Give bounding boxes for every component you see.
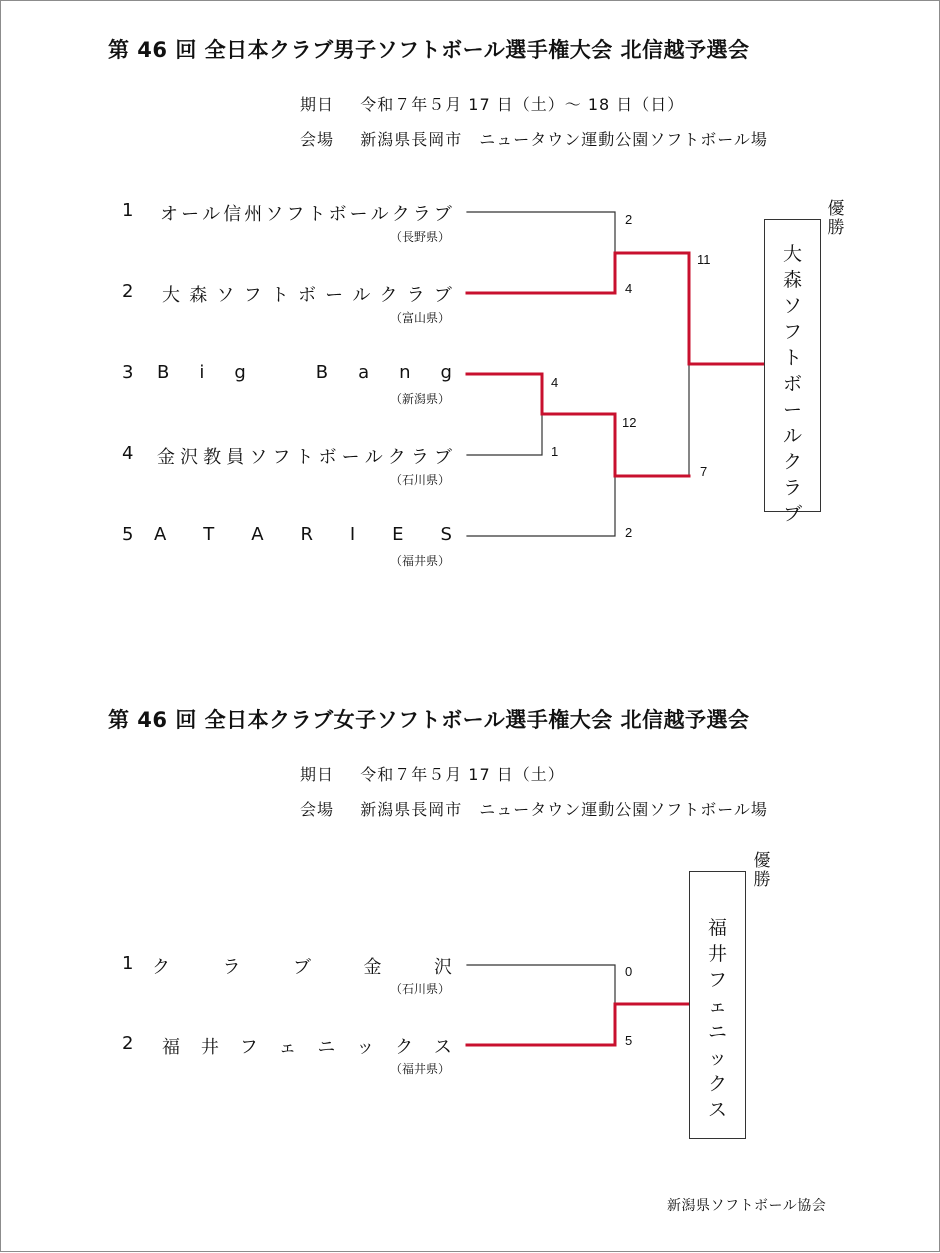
men-team-2-pref: （富山県） [390,311,451,325]
team-name: 大 森 ソ フ ト ボ ー ル ク ラ ブ [162,285,452,306]
score-men-final-top: 11 [697,252,711,267]
men-title: 第 46 回 全日本クラブ男子ソフトボール選手権大会 北信越予選会 [108,38,750,62]
women-bracket-lines [1,1,940,1253]
team-seed: 2 [122,281,134,302]
score-men-bigbang-semi: 12 [622,415,637,430]
score-women-team1: 0 [625,964,633,979]
men-team-1-pref: （長野県） [390,230,451,244]
team-name: ク ラ ブ 金 沢 [152,957,452,978]
score-men-final-bottom: 7 [700,464,708,479]
men-team-5-pref: （福井県） [390,554,451,568]
women-champion-box [689,871,746,1139]
footer-organizer: 新潟県ソフトボール協会 [667,1198,827,1214]
women-team-1-pref: （石川県） [390,982,451,996]
women-venue-label: 会場 [300,800,335,819]
team-seed: 1 [122,953,134,974]
score-women-team2: 5 [625,1033,633,1048]
team-name: オ ー ル 信 州 ソ フ ト ボ ー ル ク ラ ブ [160,204,452,225]
team-seed: 1 [122,200,134,221]
team-name: A T A R I E S [154,524,452,545]
score-men-team2-semi: 4 [625,281,633,296]
team-seed: 4 [122,443,134,464]
team-seed: 5 [122,524,134,545]
team-seed: 2 [122,1033,134,1054]
men-winner-label: 優 勝 [827,199,845,238]
women-winner-label: 優 勝 [753,851,771,890]
men-date-value: 令和７年５月 17 日（土）～ 18 日（日） [360,95,685,114]
team-name: B i g B a n g [157,362,452,383]
women-venue-value: 新潟県長岡市 ニュータウン運動公園ソフトボール場 [360,800,768,819]
team-name: 金 沢 教 員 ソ フ ト ボ ー ル ク ラ ブ [157,447,452,468]
women-date-value: 令和７年５月 17 日（土） [360,765,565,784]
men-venue-label: 会場 [300,130,335,149]
score-men-team1-semi: 2 [625,212,633,227]
team-name: 福 井 フ ェ ニ ッ ク ス [162,1037,452,1058]
score-men-team4-r1: 1 [551,444,559,459]
men-venue-value: 新潟県長岡市 ニュータウン運動公園ソフトボール場 [360,130,768,149]
women-title: 第 46 回 全日本クラブ女子ソフトボール選手権大会 北信越予選会 [108,708,750,732]
women-champion-name: 福 井 フ ェ ニ ッ ク ス [707,917,727,1121]
women-date-label: 期日 [300,765,335,784]
men-champion-name: 大 森 ソ フ ト ボ ー ル ク ラ ブ [782,243,802,525]
men-date-label: 期日 [300,95,335,114]
men-team-3-pref: （新潟県） [390,392,451,406]
men-team-4-pref: （石川県） [390,473,451,487]
score-men-team5-semi: 2 [625,525,633,540]
women-team-2-pref: （福井県） [390,1062,451,1076]
score-men-team3-r1: 4 [551,375,559,390]
team-seed: 3 [122,362,134,383]
